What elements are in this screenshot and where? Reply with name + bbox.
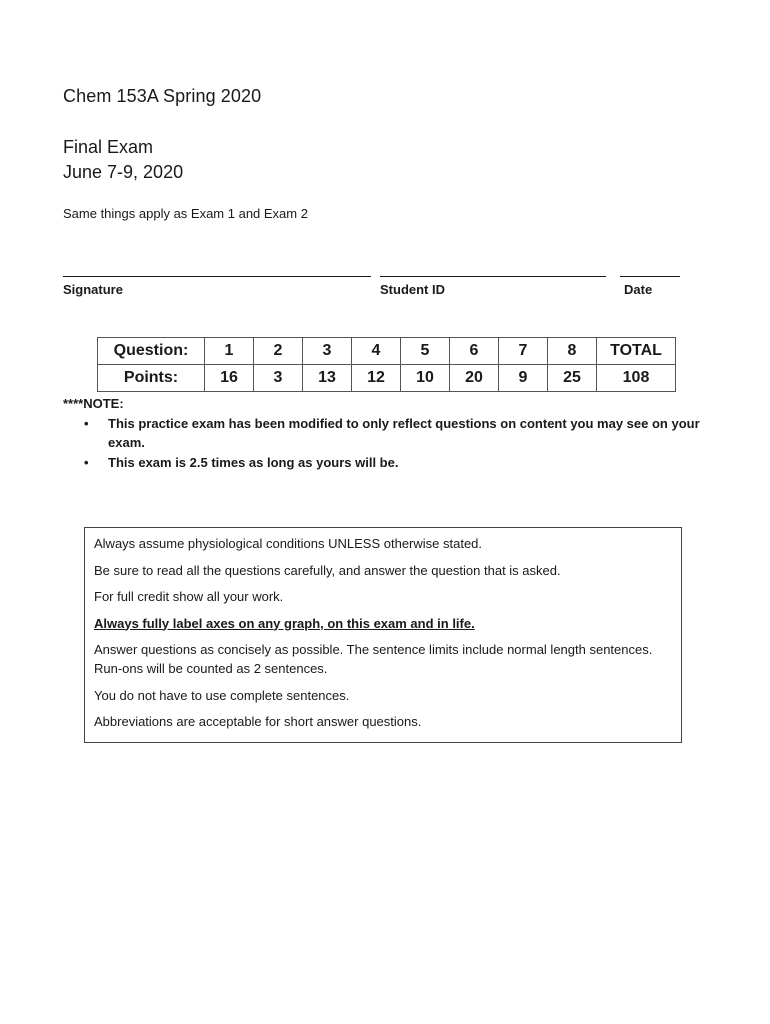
points-cell: 9 (499, 365, 548, 392)
points-header-cell: Points: (98, 365, 205, 392)
total-points-cell: 108 (597, 365, 676, 392)
total-header-cell: TOTAL (597, 338, 676, 365)
points-cell: 13 (303, 365, 352, 392)
question-cell: 5 (401, 338, 450, 365)
question-cell: 4 (352, 338, 401, 365)
points-cell: 25 (548, 365, 597, 392)
signature-label: Signature (63, 282, 123, 297)
points-cell: 16 (205, 365, 254, 392)
question-cell: 1 (205, 338, 254, 365)
rule-text: Be sure to read all the questions carefully, and answer the question that is asked. (94, 562, 561, 578)
signature-line[interactable] (63, 276, 371, 277)
exam-rules-box (84, 527, 682, 743)
points-table (97, 337, 676, 392)
question-cell: 7 (499, 338, 548, 365)
note-list (84, 414, 718, 473)
question-cell: 2 (254, 338, 303, 365)
exam-dates: June 7-9, 2020 (63, 162, 184, 182)
rule-text-emphasized: Always fully label axes on any graph, on this exam and in life. (94, 615, 475, 631)
note-item-text: This practice exam has been modified to only reflect questions on content you may see on your exam. (108, 416, 700, 450)
question-cell: 8 (548, 338, 597, 365)
question-cell: 6 (450, 338, 499, 365)
points-cell: 20 (450, 365, 499, 392)
date-label: Date (624, 282, 653, 297)
points-cell: 3 (254, 365, 303, 392)
student-id-line[interactable] (380, 276, 606, 277)
note-item-text: This exam is 2.5 times as long as yours will be. (108, 455, 399, 470)
question-cell: 3 (303, 338, 352, 365)
course-title: Chem 153A Spring 2020 (63, 86, 262, 106)
question-header-cell: Question: (98, 338, 205, 365)
question-row (98, 338, 676, 365)
rule-text: For full credit show all your work. (94, 589, 284, 604)
rule-text: Abbreviations are acceptable for short answer questions. (94, 714, 422, 729)
note-title: ****NOTE: (63, 396, 124, 411)
exam-instructions-note: Same things apply as Exam 1 and Exam 2 (63, 206, 308, 221)
note-item (84, 414, 718, 452)
date-line[interactable] (620, 276, 680, 277)
note-item (84, 453, 718, 472)
exam-name: Final Exam (63, 137, 154, 157)
points-cell: 12 (352, 365, 401, 392)
points-row (98, 365, 676, 392)
rule-text: You do not have to use complete sentences. (94, 687, 350, 703)
bullet-icon: • (84, 455, 89, 470)
points-cell: 10 (401, 365, 450, 392)
bullet-icon: • (84, 416, 89, 431)
student-id-label: Student ID (380, 282, 445, 297)
rule-text: Always assume physiological conditions UNLESS otherwise stated. (94, 536, 483, 551)
rule-text: Answer questions as concisely as possible. The sentence limits include normal length sentences. Run-ons will be counted as 2 sentences. (94, 642, 653, 676)
